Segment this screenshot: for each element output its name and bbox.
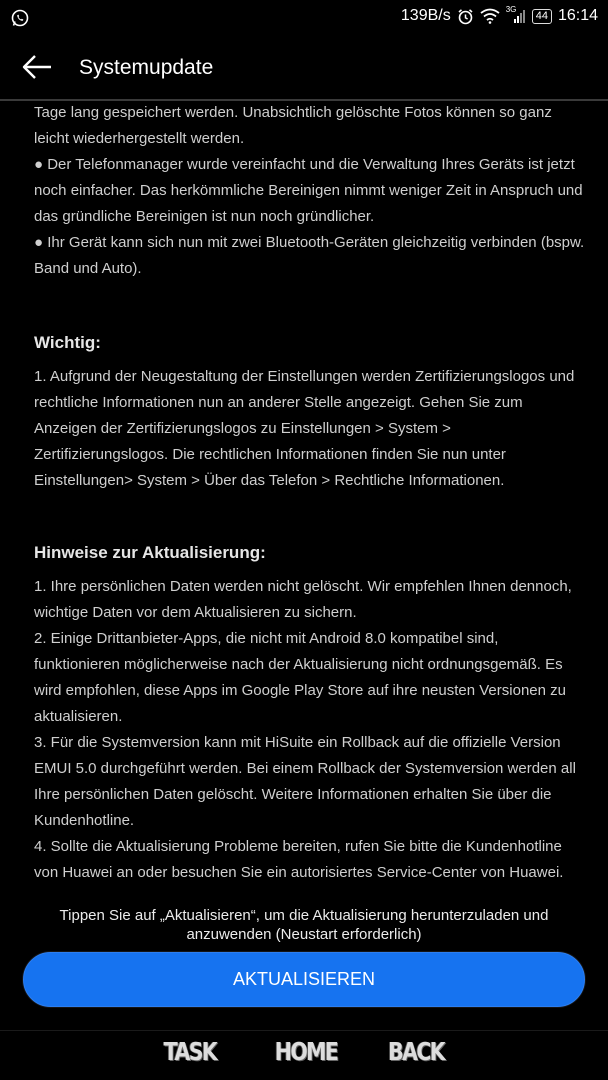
alarm-icon [457,8,474,25]
note-paragraph-4: 4. Sollte die Aktualisierung Probleme bereiten, rufen Sie bitte die Kundenhotline von Huawei an oder besuchen Sie ein autorisiertes Service-Center von Huawei. [34,838,564,881]
intro-paragraph-3: ● Ihr Gerät kann sich nun mit zwei Bluetooth-Geräten gleichzeitig verbinden (bspw. Band und Auto). [34,234,585,277]
notes-heading: Hinweise zur Aktualisierung: [34,543,266,562]
page-title: Systemupdate [79,56,214,79]
intro-paragraph-1: Tage lang gespeichert werden. Unabsichtlich gelöschte Fotos können so ganz leicht wiederhergestellt werden. [34,104,552,147]
whatsapp-icon [10,8,30,28]
update-hint: Tippen Sie auf „Aktualisieren“, um die Aktualisierung herunterzuladen und anzuwenden (Neustart erforderlich) [59,907,549,943]
arrow-left-icon[interactable] [20,52,54,82]
nav-home-button[interactable]: HOME [274,1037,338,1066]
clock: 16:14 [557,7,598,24]
battery-icon [532,9,552,24]
cellular-signal [505,5,526,24]
navigation-bar [0,1030,608,1080]
important-heading: Wichtig: [34,333,101,352]
wifi-icon [480,8,500,24]
network-speed: 139B/s [400,7,451,24]
status-bar [0,0,608,34]
note-paragraph-3: 3. Für die Systemversion kann mit HiSuite ein Rollback auf die offizielle Version EMUI 5.0 durchgeführt werden. Bei einem Rollback der Systemversion werden all Ihre persönlichen Daten gelöscht. Weitere Informationen erhalten Sie über die Kundenhotline. [34,734,576,829]
network-type-label: 3G [505,5,517,14]
update-button[interactable]: AKTUALISIEREN [23,952,585,1007]
nav-task-button[interactable]: TASK [163,1037,217,1066]
signal-icon [506,8,526,24]
intro-paragraph-2: ● Der Telefonmanager wurde vereinfacht und die Verwaltung Ihres Geräts ist jetzt noch einfacher. Das herkömmliche Bereinigen nimmt weniger Zeit in Anspruch und das gründliche Bereinigen ist nun noch gründlicher. [34,156,583,225]
release-notes[interactable] [0,101,608,893]
important-paragraph-1: 1. Aufgrund der Neugestaltung der Einstellungen werden Zertifizierungslogos und rechtliche Informationen nun an anderer Stelle angezeigt. Gehen Sie zum Anzeigen der Zertifizierungslogos zu Einstellungen > System > Zertifizierungslogos. Die rechtlichen Informationen finden Sie nun unter Einstellungen> System > Über das Telefon > Rechtliche Informationen. [34,368,575,489]
note-paragraph-1: 1. Ihre persönlichen Daten werden nicht gelöscht. Wir empfehlen Ihnen dennoch, wichtige Daten vor dem Aktualisieren zu sichern. [34,578,572,621]
battery-level: 44 [535,9,548,22]
app-bar [0,34,608,100]
nav-back-button[interactable]: BACK [388,1037,444,1066]
note-paragraph-2: 2. Einige Drittanbieter-Apps, die nicht mit Android 8.0 kompatibel sind, funktionieren möglicherweise nach der Aktualisierung nicht ordnungsgemäß. Es wird empfohlen, diese Apps im Google Play Store auf ihre neusten Versionen zu aktualisieren. [34,630,566,725]
